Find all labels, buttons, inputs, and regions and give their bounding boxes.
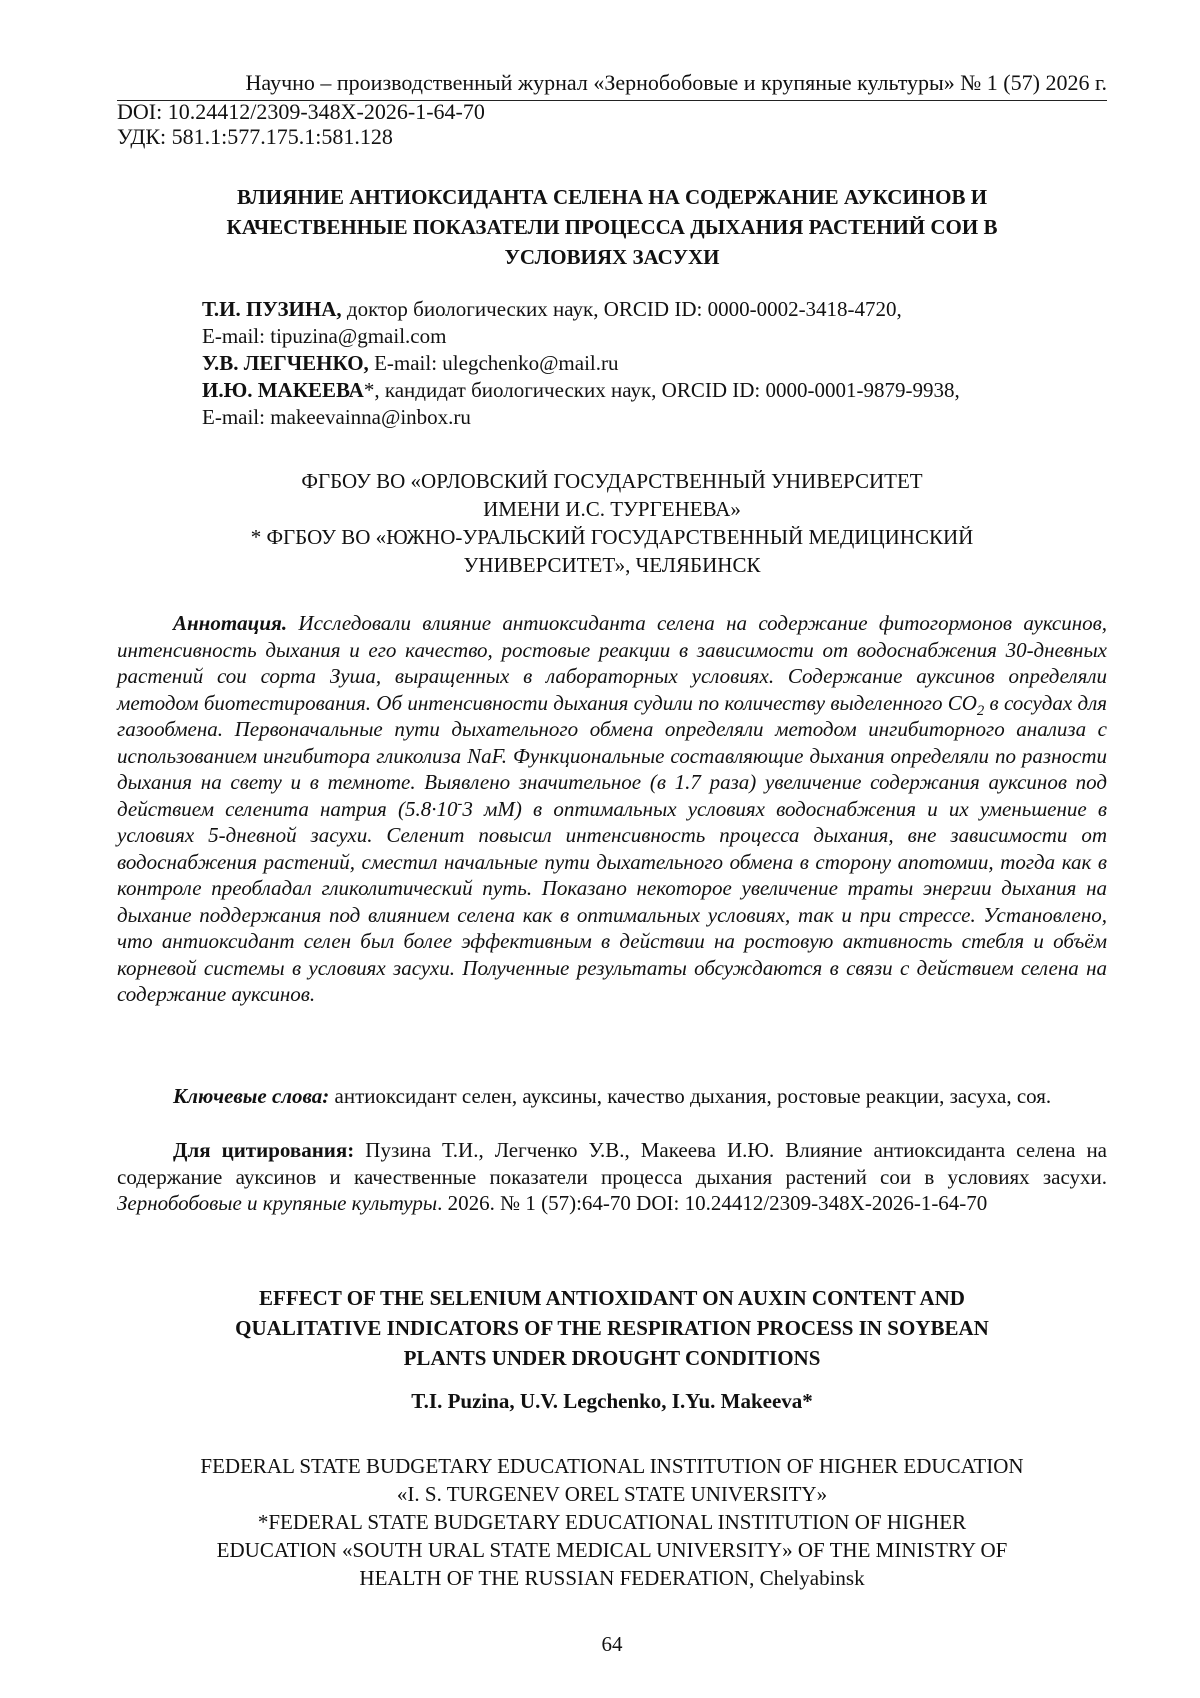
title-ru-line: УСЛОВИЯХ ЗАСУХИ xyxy=(504,245,720,269)
affiliations-ru xyxy=(117,467,1107,579)
author-star: *, xyxy=(363,378,380,402)
author-name: И.Ю. МАКЕЕВА xyxy=(202,378,364,402)
affiliation-line: *FEDERAL STATE BUDGETARY EDUCATIONAL INSTITUTION OF HIGHER xyxy=(257,1510,967,1534)
keywords-text: антиоксидант селен, ауксины, качество дыхания, ростовые реакции, засуха, соя. xyxy=(329,1084,1052,1108)
author-entry xyxy=(202,377,960,404)
affiliation-line: HEALTH OF THE RUSSIAN FEDERATION, Chelyabinsk xyxy=(359,1566,865,1590)
abstract-text: Исследовали влияние антиоксиданта селена на содержание фитогормонов ауксинов, интенсивность дыхания и его качество, ростовые реакции в зависимости от водоснабжения 30-дневных растений сои сорта Зуша, выращенных в лабораторных условиях. Содержание ауксинов определяли методом биотестирования. Об интенсивности дыхания судили по количеству выделенного СО xyxy=(117,611,1107,715)
affiliations-en xyxy=(117,1452,1107,1592)
author-name: У.В. ЛЕГЧЕНКО, xyxy=(202,351,369,375)
abstract-label: Аннотация. xyxy=(173,611,288,635)
author-info: доктор биологических наук, ORCID ID: 0000-0002-3418-4720, xyxy=(341,297,902,321)
affiliation-line: EDUCATION «SOUTH URAL STATE MEDICAL UNIVERSITY» OF THE MINISTRY OF xyxy=(216,1538,1008,1562)
affiliation-line: FEDERAL STATE BUDGETARY EDUCATIONAL INSTITUTION OF HIGHER EDUCATION xyxy=(200,1454,1024,1478)
author-info: кандидат биологических наук, ORCID ID: 0000-0001-9879-9938, xyxy=(379,378,960,402)
keywords xyxy=(117,1083,1107,1110)
citation-text: Пузина Т.И., Легченко У.В., Макеева И.Ю. Влияние антиоксиданта селена на содержание ауксинов и качественные показатели процесса дыхания растений сои в условиях засухи. xyxy=(117,1138,1108,1189)
journal-header: Научно – производственный журнал «Зернобобовые и крупяные культуры» № 1 (57) 2026 г. xyxy=(245,70,1107,95)
affiliation-line: ФГБОУ ВО «ОРЛОВСКИЙ ГОСУДАРСТВЕННЫЙ УНИВЕРСИТЕТ xyxy=(301,469,923,493)
affiliation-line: ИМЕНИ И.С. ТУРГЕНЕВА» xyxy=(483,497,741,521)
author-entry xyxy=(202,350,960,377)
author-email: E-mail: makeevainna@inbox.ru xyxy=(202,405,471,429)
doi-line: DOI: 10.24412/2309-348X-2026-1-64-70 xyxy=(117,99,485,124)
affiliation-line: «I. S. TURGENEV OREL STATE UNIVERSITY» xyxy=(396,1482,828,1506)
citation-label: Для цитирования: xyxy=(173,1138,355,1162)
author-entry xyxy=(202,296,960,323)
page-number: 64 xyxy=(601,1632,623,1656)
keywords-label: Ключевые слова: xyxy=(173,1084,330,1108)
affiliation-line: * ФГБОУ ВО «ЮЖНО-УРАЛЬСКИЙ ГОСУДАРСТВЕННЫЙ МЕДИЦИНСКИЙ xyxy=(250,525,974,549)
citation-text: . 2026. № 1 (57):64-70 DOI: 10.24412/2309-348X-2026-1-64-70 xyxy=(437,1191,988,1215)
author-list-ru xyxy=(202,296,960,431)
affiliation-line: УНИВЕРСИТЕТ», ЧЕЛЯБИНСК xyxy=(463,553,761,577)
article-title-en xyxy=(117,1283,1107,1373)
author-list-en: T.I. Puzina, U.V. Legchenko, I.Yu. Makeeva* xyxy=(411,1389,813,1413)
citation-journal: Зернобобовые и крупяные культуры xyxy=(117,1191,438,1215)
abstract-text: 3 мМ) в оптимальных условиях водоснабжения и их уменьшение в условиях 5-дневной засухи. Селенит повысил интенсивность процесса дыхания, вне зависимости от водоснабжения растений, сместил начальные пути дыхательного обмена в сторону апотомии, тогда как в контроле преобладал гликолитический путь. Показано некоторое увеличение траты энергии дыхания на дыхание поддержания под влиянием селена как в оптимальных условиях, так и при стрессе. Установлено, что антиоксидант селен был более эффективным в действии на ростовую активность стебля и объём корневой системы в условиях засухи. Полученные результаты обсуждаются в связи с действием селена на содержание ауксинов. xyxy=(117,796,1107,1006)
co2-subscript: 2 xyxy=(976,702,985,719)
article-title-ru xyxy=(117,182,1107,272)
title-ru-line: КАЧЕСТВЕННЫЕ ПОКАЗАТЕЛИ ПРОЦЕССА ДЫХАНИЯ РАСТЕНИЙ СОИ В xyxy=(226,215,998,239)
title-en-line: PLANTS UNDER DROUGHT CONDITIONS xyxy=(403,1346,821,1370)
title-en-line: EFFECT OF THE SELENIUM ANTIOXIDANT ON AUXIN CONTENT AND xyxy=(259,1286,965,1310)
udc-line: УДК: 581.1:577.175.1:581.128 xyxy=(117,124,393,149)
author-email: E-mail: tipuzina@gmail.com xyxy=(202,324,447,348)
citation xyxy=(117,1137,1107,1217)
title-en-line: QUALITATIVE INDICATORS OF THE RESPIRATION PROCESS IN SOYBEAN xyxy=(235,1316,989,1340)
abstract xyxy=(117,610,1107,1008)
title-ru-line: ВЛИЯНИЕ АНТИОКСИДАНТА СЕЛЕНА НА СОДЕРЖАНИЕ АУКСИНОВ И xyxy=(236,185,988,209)
author-name: Т.И. ПУЗИНА, xyxy=(202,297,342,321)
author-email: E-mail: ulegchenko@mail.ru xyxy=(368,351,619,375)
exponent-superscript: - xyxy=(457,795,463,812)
abstract-text: в сосудах для газообмена. Первоначальные пути дыхательного обмена определяли методом ингибиторного анализа с использованием ингибитора гликолиза NaF. Функциональные составляющие дыхания определяли по разности дыхания на свету и в темноте. Выявлено значительное (в 1.7 раза) увеличение содержания ауксинов под действием селенита натрия (5.8∙10 xyxy=(117,690,1107,821)
